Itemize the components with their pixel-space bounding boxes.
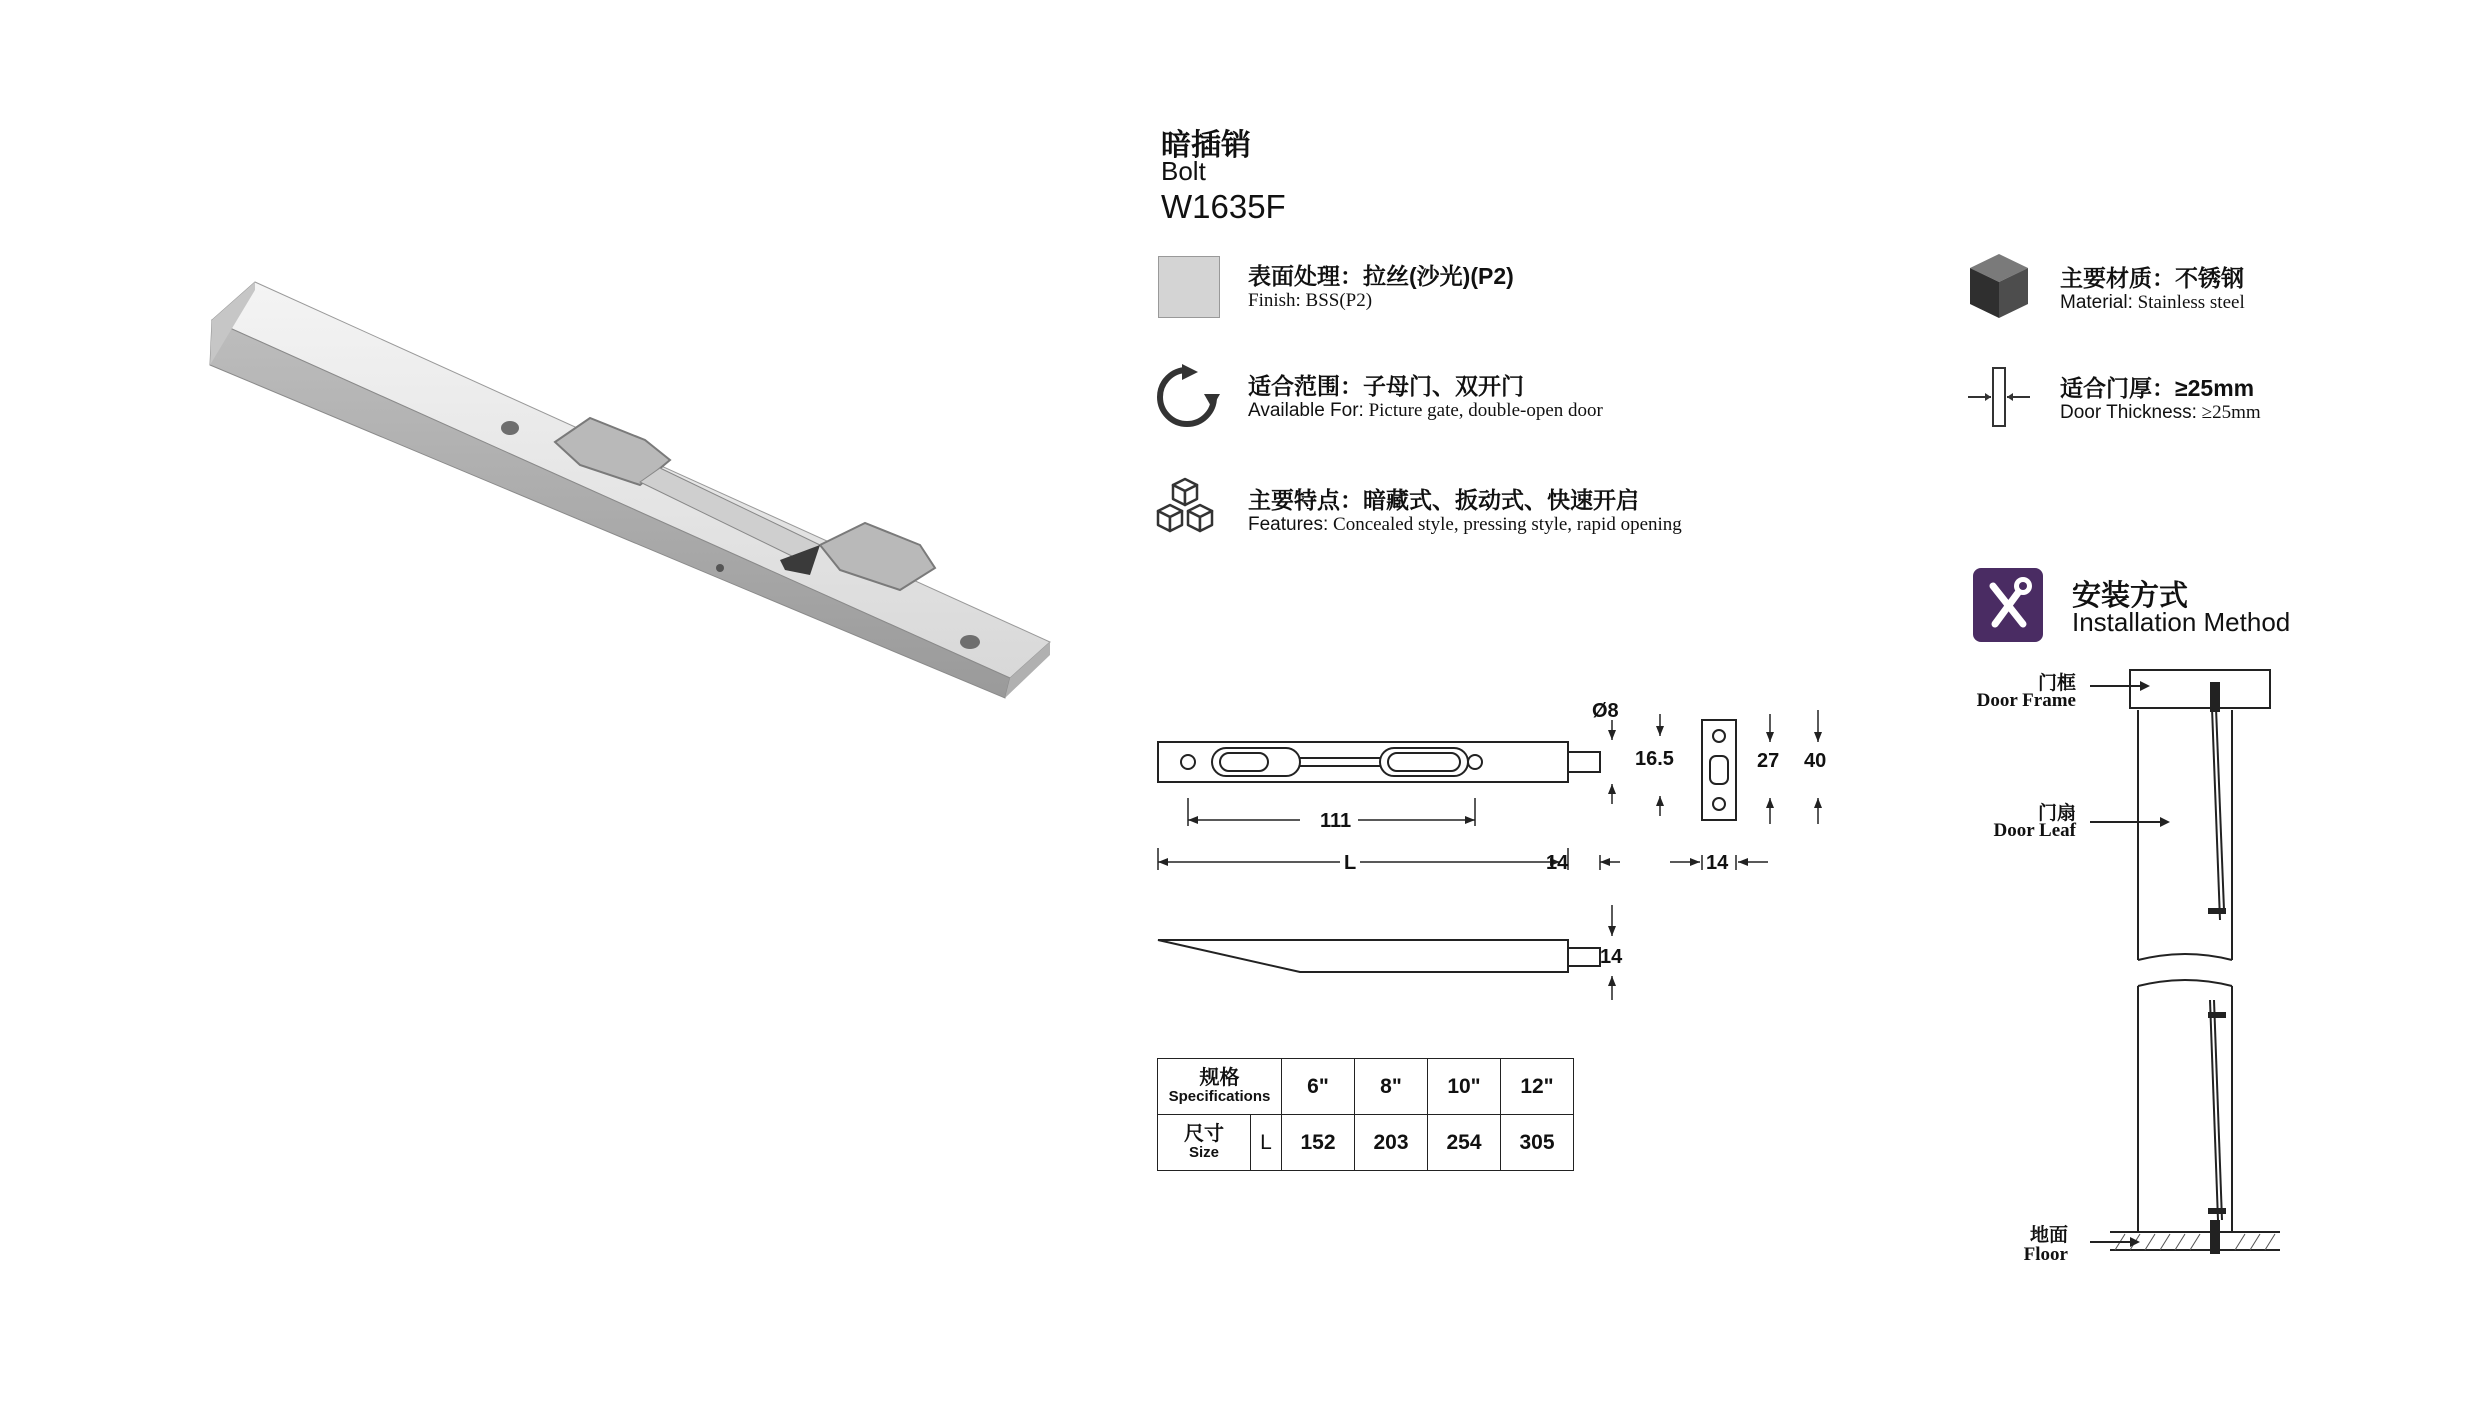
dim-thickness-14: 14 [1600, 946, 1623, 968]
spec-header-cell [1158, 1059, 1282, 1115]
material-key: Material: [2060, 292, 2133, 313]
door-frame-label-en: Door Frame [1976, 690, 2076, 711]
thickness-label-en [2060, 402, 2261, 424]
recycle-arrow-icon [1154, 364, 1220, 430]
finish-swatch [1158, 256, 1220, 318]
product-name-en: Bolt [1161, 156, 1206, 186]
length-305: 305 [1501, 1115, 1574, 1171]
wrench-screwdriver-icon [1973, 568, 2043, 642]
thickness-label-cn: 适合门厚：≥25mm [2060, 375, 2255, 401]
spec-table [1157, 1058, 1574, 1171]
size-header-en: Size [1188, 1144, 1219, 1162]
range-value: Picture gate, double-open door [1363, 400, 1603, 421]
door-frame-label-cn: 门框 [2037, 673, 2076, 694]
cubes-icon [1152, 475, 1218, 541]
dim-diameter: Ø8 [1592, 700, 1619, 722]
spec-size-6: 6" [1282, 1059, 1355, 1115]
dim-tip-14: 14 [1546, 852, 1569, 874]
finish-label-en: Finish: BSS(P2) [1248, 290, 1373, 311]
tools-icon [1973, 568, 2043, 642]
dim-111: 111 [1320, 810, 1352, 832]
floor-label-en: Floor [2023, 1244, 2068, 1265]
features-value: Concealed style, pressing style, rapid opening [1328, 514, 1682, 535]
spec-size-12: 12" [1501, 1059, 1574, 1115]
material-cube-icon [1968, 252, 2030, 320]
material-label-en [2060, 292, 2245, 314]
floor-label-cn: 地面 [2029, 1225, 2068, 1246]
thickness-value: ≥25mm [2196, 402, 2261, 423]
model-number: W1635F [1161, 188, 1286, 225]
product-name-cn: 暗插销 [1161, 129, 1251, 162]
thickness-key: Door Thickness: [2060, 402, 2197, 423]
size-key: L [1251, 1115, 1282, 1171]
size-header-cn: 尺寸 [1184, 1123, 1224, 1146]
size-header-cell [1158, 1115, 1251, 1171]
dim-plate-14: 14 [1706, 852, 1729, 874]
installation-diagram [2090, 660, 2290, 1280]
dim-40: 40 [1804, 750, 1827, 772]
features-key: Features: [1248, 514, 1329, 535]
dim-length: L [1344, 852, 1357, 874]
range-label-en [1248, 400, 1603, 422]
features-label-cn: 主要特点：暗藏式、扳动式、快速开启 [1248, 487, 1639, 513]
technical-drawing [1150, 700, 1850, 1020]
range-label-cn: 适合范围：子母门、双开门 [1248, 373, 1524, 399]
door-leaf-label-en: Door Leaf [1993, 820, 2076, 841]
install-title-en: Installation Method [2072, 607, 2291, 637]
length-152: 152 [1282, 1115, 1355, 1171]
material-value: Stainless steel [2132, 292, 2245, 313]
length-254: 254 [1428, 1115, 1501, 1171]
finish-label-cn: 表面处理：拉丝(沙光)(P2) [1248, 263, 1514, 289]
features-label-en [1248, 514, 1682, 536]
dim-16-5: 16.5 [1635, 748, 1674, 770]
spec-size-8: 8" [1355, 1059, 1428, 1115]
product-photo [200, 270, 1070, 720]
spec-header-en: Specifications [1168, 1088, 1271, 1106]
spec-size-10: 10" [1428, 1059, 1501, 1115]
door-leaf-label-cn: 门扇 [2037, 803, 2076, 824]
door-thickness-icon [1966, 364, 2032, 430]
install-title-cn: 安装方式 [2072, 580, 2189, 612]
length-203: 203 [1355, 1115, 1428, 1171]
spec-header-cn: 规格 [1199, 1067, 1240, 1090]
range-key: Available For: [1248, 400, 1364, 421]
material-label-cn: 主要材质：不锈钢 [2060, 265, 2244, 291]
dim-27: 27 [1757, 750, 1780, 772]
